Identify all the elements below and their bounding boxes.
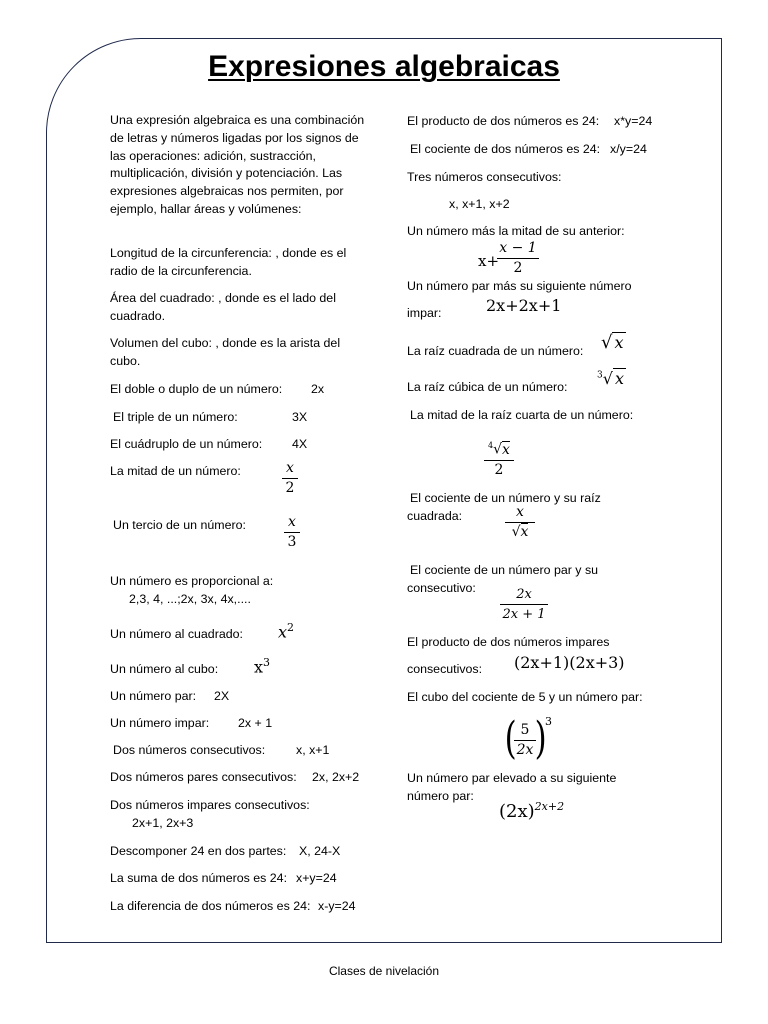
par-elevado-label: Un número par elevado a su siguiente [407, 771, 617, 785]
impares-consecutivos-label: Dos números impares consecutivos: [110, 798, 310, 812]
mitad-raiz-cuarta-fraction [484, 437, 514, 479]
par-label: Un número par: [110, 689, 197, 703]
producto-label: El producto de dos números es 24: [407, 114, 600, 128]
consecutivos-label: Dos números consecutivos: [113, 743, 266, 757]
cociente-par-denominator: 2x + 1 [502, 607, 546, 622]
cociente-raiz-fraction [505, 504, 535, 541]
raiz-cubica-index: 3 [597, 370, 603, 381]
cociente-raiz-radicand: x [520, 524, 529, 540]
triple-value: 3X [292, 410, 308, 424]
cubo-cociente-left-paren: ( [504, 713, 517, 764]
proporcional-label: Un número es proporcional a: [110, 574, 274, 588]
par-value: 2X [214, 689, 230, 703]
cubo-label: Un número al cubo: [110, 662, 219, 676]
cociente-label: El cociente de dos números es 24: [410, 142, 601, 156]
mitad-raiz-cuarta-denominator: 2 [494, 461, 504, 478]
cuadrado-expression [278, 622, 294, 640]
tercio-denominator: 3 [287, 534, 297, 550]
producto-impares-value: (2x+1)(2x+3) [514, 653, 625, 672]
producto-impares-label-2: consecutivos: [407, 662, 483, 676]
mitad-raiz-cuarta-label: La mitad de la raíz cuarta de un número: [410, 408, 634, 422]
par-mas-impar-value: 2x+2x+1 [486, 296, 562, 315]
suma-label: La suma de dos números es 24: [110, 871, 288, 885]
mitad-raiz-cuarta-numerator: $^4$√x [488, 441, 510, 458]
circunferencia-text: Longitud de la circunferencia: , donde es el radio de la circunferencia. [110, 246, 347, 278]
cociente-raiz-label-2: cuadrada: [407, 509, 463, 523]
cociente-raiz-numerator: x [516, 504, 524, 520]
mitad-fraction [282, 460, 298, 497]
cubo-cociente-denominator: 2x [516, 742, 534, 758]
par-elevado-expression [499, 801, 564, 821]
mitad-anterior-fraction [497, 240, 539, 277]
intro-paragraph: Una expresión algebraica es una combinación de letras y números ligadas por los signos de las operaciones: adición, sustracción, multiplicación, división y potenciación. Las expresiones algebraicas nos permiten, por ejemplo, hallar áreas y volúmenes: [110, 113, 365, 216]
cubo-cociente-fraction [514, 722, 536, 759]
mitad-anterior-prefix: x+ [478, 252, 500, 270]
tercio-fraction [284, 514, 300, 551]
tercio-numerator: x [288, 514, 296, 530]
par-elevado-base: (2x) [499, 801, 535, 822]
raiz-cubica-label: La raíz cúbica de un número: [407, 380, 568, 394]
mitad-anterior-label: Un número más la mitad de su anterior: [407, 224, 625, 238]
cubo-exponent: 3 [263, 656, 271, 669]
pares-consecutivos-value: 2x, 2x+2 [312, 770, 360, 784]
raiz-cubica-radicand: x [614, 369, 624, 388]
cuadrado-label: Un número al cuadrado: [110, 627, 243, 641]
producto-value: x*y=24 [614, 114, 653, 128]
par-elevado-exponent: 2x+2 [534, 800, 565, 813]
tres-consecutivos-value: x, x+1, x+2 [449, 197, 510, 211]
diferencia-label: La diferencia de dos números es 24: [110, 899, 311, 913]
cociente-value: x/y=24 [610, 142, 647, 156]
pares-consecutivos-label: Dos números pares consecutivos: [110, 770, 297, 784]
cubo-cociente-label: El cubo del cociente de 5 y un número par: [407, 690, 643, 704]
page-title: Expresiones algebraicas [208, 50, 560, 83]
descomponer-value: X, 24-X [299, 844, 341, 858]
mitad-raiz-cuarta-radicand: x [502, 441, 510, 458]
consecutivos-value: x, x+1 [296, 743, 330, 757]
cociente-par-label-2: consecutivo: [407, 581, 476, 595]
mitad-label: La mitad de un número: [110, 464, 241, 478]
mitad-anterior-denominator: 2 [513, 260, 523, 276]
cociente-par-fraction [500, 586, 548, 623]
impar-label: Un número impar: [110, 716, 210, 730]
cociente-raiz-denominator: √x [511, 524, 529, 540]
raiz-cuadrada-expression: √ x [601, 332, 624, 353]
proporcional-value: 2,3, 4, ...;2x, 3x, 4x,.... [129, 592, 251, 606]
cubo-base: x [254, 657, 264, 677]
cubo-expression [254, 657, 270, 675]
mitad-raiz-cuarta-index: 4 [488, 441, 494, 450]
raiz-cuadrada-radicand: x [614, 333, 624, 352]
cubo-cociente-numerator: 5 [520, 722, 530, 738]
mitad-denominator: 2 [285, 480, 295, 496]
impar-value: 2x + 1 [238, 716, 273, 730]
raiz-cubica-expression: $^3$√ x [597, 369, 624, 388]
volumen-cubo-text: Volumen del cubo: , donde es la arista del cubo. [110, 336, 341, 368]
raiz-cuadrada-label: La raíz cuadrada de un número: [407, 344, 584, 358]
cociente-raiz-label: El cociente de un número y su raíz [410, 491, 601, 505]
diferencia-value: x-y=24 [318, 899, 356, 913]
cubo-cociente-right-paren: ) [534, 713, 547, 764]
doble-value: 2x [311, 382, 325, 396]
producto-impares-label: El producto de dos números impares [407, 635, 610, 649]
mitad-numerator: x [286, 460, 294, 476]
tres-consecutivos-label: Tres números consecutivos: [407, 170, 562, 184]
area-cuadrado-text: Área del cuadrado: , donde es el lado del cuadrado. [110, 291, 336, 323]
tercio-label: Un tercio de un número: [113, 518, 246, 532]
cuadruplo-label: El cuádruplo de un número: [110, 437, 263, 451]
cuadruplo-value: 4X [292, 437, 308, 451]
cociente-par-numerator: 2x [516, 587, 532, 602]
doble-label: El doble o duplo de un número: [110, 382, 283, 396]
mitad-anterior-numerator: x − 1 [499, 240, 537, 256]
suma-value: x+y=24 [296, 871, 337, 885]
par-mas-impar-label-2: impar: [407, 306, 442, 320]
descomponer-label: Descomponer 24 en dos partes: [110, 844, 287, 858]
cuadrado-base: x [278, 622, 288, 642]
impares-consecutivos-value: 2x+1, 2x+3 [132, 816, 194, 830]
par-elevado-label-2: número par: [407, 789, 474, 803]
triple-label: El triple de un número: [113, 410, 238, 424]
cubo-cociente-exponent: 3 [545, 715, 552, 728]
footer-text: Clases de nivelación [328, 964, 440, 978]
cuadrado-exponent: 2 [287, 621, 295, 634]
par-mas-impar-label: Un número par más su siguiente número [407, 279, 632, 293]
cociente-par-label: El cociente de un número par y su [410, 563, 599, 577]
